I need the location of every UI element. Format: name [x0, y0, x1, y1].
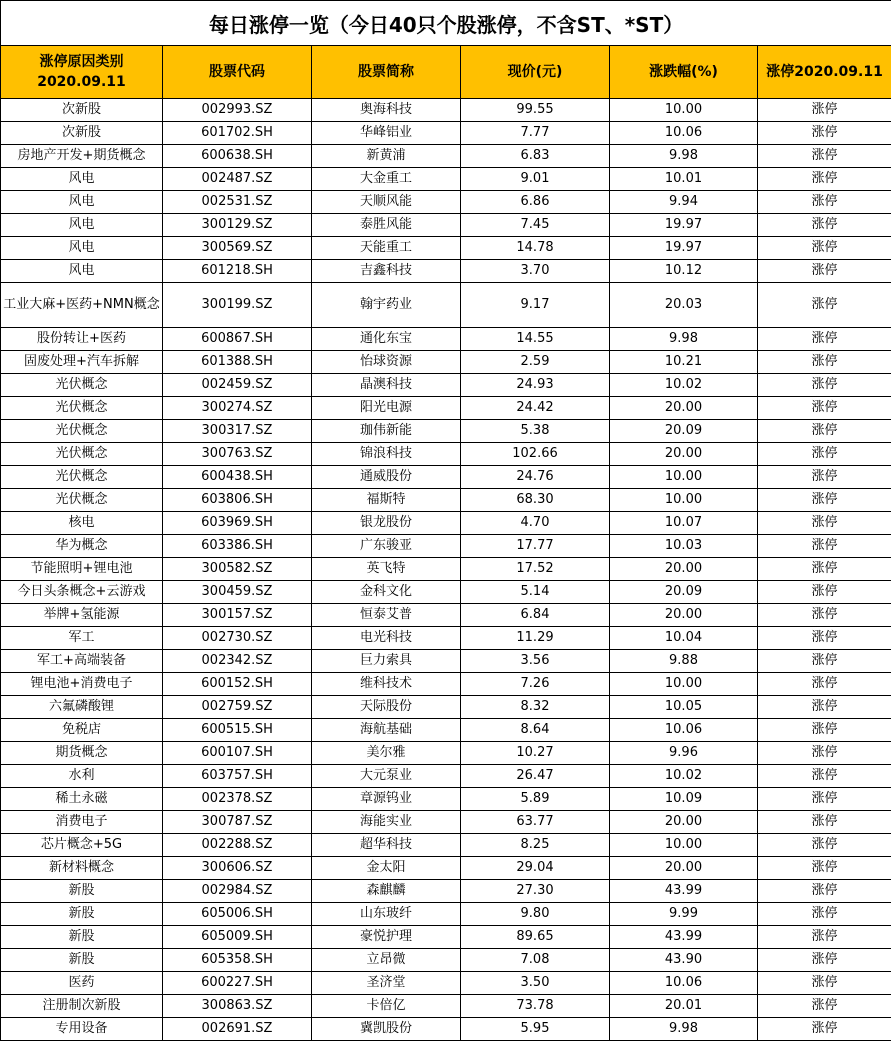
- table-row: [1, 926, 891, 949]
- cell-reason: 节能照明+锂电池: [1, 558, 163, 581]
- table-row: [1, 765, 891, 788]
- cell-reason: 光伏概念: [1, 443, 163, 466]
- table-row: [1, 397, 891, 420]
- cell-name: 美尔雅: [312, 742, 461, 765]
- cell-change: 43.99: [610, 880, 758, 903]
- cell-code: 600152.SH: [163, 673, 312, 696]
- cell-name: 立昂微: [312, 949, 461, 972]
- cell-code: 600438.SH: [163, 466, 312, 489]
- table-row: [1, 1018, 891, 1041]
- cell-code: 300569.SZ: [163, 237, 312, 260]
- cell-code: 601388.SH: [163, 351, 312, 374]
- cell-status: 涨停: [758, 512, 891, 535]
- cell-code: 300863.SZ: [163, 995, 312, 1018]
- cell-price: 102.66: [461, 443, 610, 466]
- cell-change: 9.98: [610, 328, 758, 351]
- table-row: [1, 834, 891, 857]
- cell-name: 华峰铝业: [312, 122, 461, 145]
- cell-price: 8.32: [461, 696, 610, 719]
- cell-change: 10.01: [610, 168, 758, 191]
- cell-code: 300582.SZ: [163, 558, 312, 581]
- table-row: [1, 512, 891, 535]
- table-row: [1, 903, 891, 926]
- cell-code: 603806.SH: [163, 489, 312, 512]
- cell-name: 豪悦护理: [312, 926, 461, 949]
- cell-change: 10.06: [610, 122, 758, 145]
- cell-status: 涨停: [758, 742, 891, 765]
- cell-reason: 房地产开发+期货概念: [1, 145, 163, 168]
- cell-change: 10.00: [610, 673, 758, 696]
- table-row: [1, 719, 891, 742]
- cell-status: 涨停: [758, 283, 891, 328]
- cell-status: 涨停: [758, 260, 891, 283]
- cell-change: 9.88: [610, 650, 758, 673]
- table-row: [1, 673, 891, 696]
- cell-code: 300317.SZ: [163, 420, 312, 443]
- cell-code: 300763.SZ: [163, 443, 312, 466]
- cell-code: 002759.SZ: [163, 696, 312, 719]
- cell-change: 20.00: [610, 604, 758, 627]
- table-row: [1, 535, 891, 558]
- cell-code: 605009.SH: [163, 926, 312, 949]
- cell-reason: 稀土永磁: [1, 788, 163, 811]
- table-row: [1, 99, 891, 122]
- table-row: [1, 328, 891, 351]
- cell-price: 7.08: [461, 949, 610, 972]
- cell-status: 涨停: [758, 99, 891, 122]
- cell-status: 涨停: [758, 420, 891, 443]
- cell-status: 涨停: [758, 972, 891, 995]
- cell-code: 601702.SH: [163, 122, 312, 145]
- cell-reason: 风电: [1, 214, 163, 237]
- header-reason-date: 2020.09.11: [37, 74, 126, 90]
- table-row: [1, 283, 891, 328]
- table-row: [1, 811, 891, 834]
- cell-reason: 注册制次新股: [1, 995, 163, 1018]
- cell-name: 圣济堂: [312, 972, 461, 995]
- cell-reason: 消费电子: [1, 811, 163, 834]
- cell-reason: 光伏概念: [1, 466, 163, 489]
- cell-price: 9.17: [461, 283, 610, 328]
- cell-code: 600867.SH: [163, 328, 312, 351]
- cell-price: 3.56: [461, 650, 610, 673]
- cell-price: 89.65: [461, 926, 610, 949]
- table-row: [1, 420, 891, 443]
- title-row: [1, 1, 891, 46]
- cell-code: 002691.SZ: [163, 1018, 312, 1041]
- cell-reason: 光伏概念: [1, 397, 163, 420]
- cell-change: 20.00: [610, 811, 758, 834]
- cell-code: 002342.SZ: [163, 650, 312, 673]
- cell-reason: 华为概念: [1, 535, 163, 558]
- cell-change: 20.09: [610, 581, 758, 604]
- cell-reason: 锂电池+消费电子: [1, 673, 163, 696]
- cell-status: 涨停: [758, 558, 891, 581]
- cell-code: 300199.SZ: [163, 283, 312, 328]
- header-price: 现价(元): [461, 46, 610, 99]
- header-code: 股票代码: [163, 46, 312, 99]
- cell-change: 9.96: [610, 742, 758, 765]
- cell-code: 603757.SH: [163, 765, 312, 788]
- cell-change: 10.06: [610, 972, 758, 995]
- cell-price: 5.38: [461, 420, 610, 443]
- table-row: [1, 581, 891, 604]
- cell-change: 10.06: [610, 719, 758, 742]
- cell-status: 涨停: [758, 535, 891, 558]
- cell-status: 涨停: [758, 466, 891, 489]
- cell-change: 43.99: [610, 926, 758, 949]
- cell-code: 002730.SZ: [163, 627, 312, 650]
- cell-price: 3.70: [461, 260, 610, 283]
- cell-reason: 军工+高端装备: [1, 650, 163, 673]
- cell-reason: 今日头条概念+云游戏: [1, 581, 163, 604]
- cell-status: 涨停: [758, 673, 891, 696]
- cell-price: 5.95: [461, 1018, 610, 1041]
- cell-status: 涨停: [758, 489, 891, 512]
- table-title: 每日涨停一览（今日40只个股涨停，不含ST、*ST）: [1, 1, 891, 46]
- cell-code: 600107.SH: [163, 742, 312, 765]
- cell-reason: 六氟磷酸锂: [1, 696, 163, 719]
- cell-change: 20.00: [610, 443, 758, 466]
- cell-reason: 新股: [1, 880, 163, 903]
- table-row: [1, 374, 891, 397]
- cell-name: 山东玻纤: [312, 903, 461, 926]
- cell-status: 涨停: [758, 926, 891, 949]
- cell-price: 9.80: [461, 903, 610, 926]
- cell-price: 14.78: [461, 237, 610, 260]
- cell-price: 5.14: [461, 581, 610, 604]
- table-row: [1, 191, 891, 214]
- cell-name: 怡球资源: [312, 351, 461, 374]
- table-row: [1, 351, 891, 374]
- cell-change: 10.04: [610, 627, 758, 650]
- cell-name: 电光科技: [312, 627, 461, 650]
- cell-status: 涨停: [758, 903, 891, 926]
- cell-reason: 风电: [1, 191, 163, 214]
- cell-status: 涨停: [758, 145, 891, 168]
- cell-name: 福斯特: [312, 489, 461, 512]
- cell-status: 涨停: [758, 857, 891, 880]
- header-reason: [1, 46, 163, 99]
- cell-code: 300606.SZ: [163, 857, 312, 880]
- cell-reason: 免税店: [1, 719, 163, 742]
- cell-code: 600638.SH: [163, 145, 312, 168]
- header-change: 涨跌幅(%): [610, 46, 758, 99]
- cell-code: 300157.SZ: [163, 604, 312, 627]
- cell-code: 603969.SH: [163, 512, 312, 535]
- header-reason-label: 涨停原因类别: [39, 54, 124, 70]
- cell-reason: 光伏概念: [1, 374, 163, 397]
- cell-reason: 次新股: [1, 122, 163, 145]
- cell-name: 通化东宝: [312, 328, 461, 351]
- cell-reason: 新股: [1, 926, 163, 949]
- cell-status: 涨停: [758, 696, 891, 719]
- cell-price: 8.64: [461, 719, 610, 742]
- table-row: [1, 788, 891, 811]
- cell-code: 605358.SH: [163, 949, 312, 972]
- cell-code: 600515.SH: [163, 719, 312, 742]
- cell-change: 20.09: [610, 420, 758, 443]
- cell-price: 4.70: [461, 512, 610, 535]
- cell-change: 19.97: [610, 237, 758, 260]
- table-row: [1, 857, 891, 880]
- cell-price: 73.78: [461, 995, 610, 1018]
- cell-status: 涨停: [758, 788, 891, 811]
- table-row: [1, 489, 891, 512]
- cell-name: 恒泰艾普: [312, 604, 461, 627]
- cell-code: 300787.SZ: [163, 811, 312, 834]
- cell-status: 涨停: [758, 374, 891, 397]
- cell-name: 超华科技: [312, 834, 461, 857]
- cell-name: 巨力索具: [312, 650, 461, 673]
- cell-status: 涨停: [758, 581, 891, 604]
- cell-code: 002378.SZ: [163, 788, 312, 811]
- cell-name: 天际股份: [312, 696, 461, 719]
- cell-name: 翰宇药业: [312, 283, 461, 328]
- cell-reason: 次新股: [1, 99, 163, 122]
- cell-change: 10.12: [610, 260, 758, 283]
- cell-status: 涨停: [758, 949, 891, 972]
- cell-reason: 光伏概念: [1, 489, 163, 512]
- cell-reason: 新股: [1, 949, 163, 972]
- cell-change: 10.00: [610, 834, 758, 857]
- cell-code: 002459.SZ: [163, 374, 312, 397]
- cell-code: 600227.SH: [163, 972, 312, 995]
- cell-price: 10.27: [461, 742, 610, 765]
- cell-code: 605006.SH: [163, 903, 312, 926]
- cell-name: 大元泵业: [312, 765, 461, 788]
- cell-status: 涨停: [758, 1018, 891, 1041]
- cell-name: 金科文化: [312, 581, 461, 604]
- cell-change: 20.01: [610, 995, 758, 1018]
- table-row: [1, 742, 891, 765]
- cell-reason: 专用设备: [1, 1018, 163, 1041]
- cell-name: 泰胜风能: [312, 214, 461, 237]
- cell-code: 300274.SZ: [163, 397, 312, 420]
- cell-name: 英飞特: [312, 558, 461, 581]
- cell-status: 涨停: [758, 122, 891, 145]
- cell-price: 26.47: [461, 765, 610, 788]
- cell-change: 10.09: [610, 788, 758, 811]
- table-row: [1, 650, 891, 673]
- cell-reason: 核电: [1, 512, 163, 535]
- table-body: [1, 99, 891, 1041]
- cell-price: 7.45: [461, 214, 610, 237]
- cell-status: 涨停: [758, 834, 891, 857]
- table-row: [1, 122, 891, 145]
- cell-price: 14.55: [461, 328, 610, 351]
- table-row: [1, 168, 891, 191]
- cell-status: 涨停: [758, 765, 891, 788]
- cell-status: 涨停: [758, 604, 891, 627]
- cell-change: 10.02: [610, 765, 758, 788]
- cell-price: 6.86: [461, 191, 610, 214]
- cell-price: 5.89: [461, 788, 610, 811]
- cell-reason: 期货概念: [1, 742, 163, 765]
- cell-reason: 新股: [1, 903, 163, 926]
- cell-name: 金太阳: [312, 857, 461, 880]
- cell-change: 10.05: [610, 696, 758, 719]
- header-name: 股票简称: [312, 46, 461, 99]
- table-row: [1, 949, 891, 972]
- cell-change: 43.90: [610, 949, 758, 972]
- table-row: [1, 237, 891, 260]
- cell-status: 涨停: [758, 811, 891, 834]
- cell-change: 9.98: [610, 1018, 758, 1041]
- cell-price: 7.77: [461, 122, 610, 145]
- cell-code: 601218.SH: [163, 260, 312, 283]
- cell-name: 广东骏亚: [312, 535, 461, 558]
- cell-name: 新黄浦: [312, 145, 461, 168]
- cell-change: 9.98: [610, 145, 758, 168]
- cell-status: 涨停: [758, 719, 891, 742]
- cell-code: 002984.SZ: [163, 880, 312, 903]
- cell-change: 20.00: [610, 558, 758, 581]
- cell-name: 维科技术: [312, 673, 461, 696]
- cell-name: 银龙股份: [312, 512, 461, 535]
- cell-reason: 工业大麻+医药+NMN概念: [1, 283, 163, 328]
- cell-change: 10.02: [610, 374, 758, 397]
- table-row: [1, 145, 891, 168]
- cell-reason: 新材料概念: [1, 857, 163, 880]
- cell-price: 6.84: [461, 604, 610, 627]
- cell-reason: 固废处理+汽车拆解: [1, 351, 163, 374]
- cell-reason: 风电: [1, 237, 163, 260]
- cell-price: 17.77: [461, 535, 610, 558]
- cell-status: 涨停: [758, 650, 891, 673]
- cell-status: 涨停: [758, 443, 891, 466]
- table-row: [1, 696, 891, 719]
- cell-change: 19.97: [610, 214, 758, 237]
- cell-price: 24.42: [461, 397, 610, 420]
- cell-name: 海航基础: [312, 719, 461, 742]
- cell-status: 涨停: [758, 168, 891, 191]
- cell-code: 300459.SZ: [163, 581, 312, 604]
- cell-name: 珈伟新能: [312, 420, 461, 443]
- cell-name: 卡倍亿: [312, 995, 461, 1018]
- cell-name: 冀凯股份: [312, 1018, 461, 1041]
- cell-change: 10.00: [610, 99, 758, 122]
- cell-reason: 股份转让+医药: [1, 328, 163, 351]
- cell-status: 涨停: [758, 237, 891, 260]
- cell-code: 603386.SH: [163, 535, 312, 558]
- cell-reason: 芯片概念+5G: [1, 834, 163, 857]
- cell-price: 24.93: [461, 374, 610, 397]
- cell-price: 6.83: [461, 145, 610, 168]
- cell-name: 吉鑫科技: [312, 260, 461, 283]
- table-row: [1, 880, 891, 903]
- table-row: [1, 214, 891, 237]
- table-row: [1, 627, 891, 650]
- cell-status: 涨停: [758, 627, 891, 650]
- cell-status: 涨停: [758, 191, 891, 214]
- cell-change: 10.03: [610, 535, 758, 558]
- cell-name: 阳光电源: [312, 397, 461, 420]
- cell-price: 8.25: [461, 834, 610, 857]
- cell-name: 天顺风能: [312, 191, 461, 214]
- cell-change: 10.00: [610, 466, 758, 489]
- cell-price: 99.55: [461, 99, 610, 122]
- cell-price: 3.50: [461, 972, 610, 995]
- cell-code: 002288.SZ: [163, 834, 312, 857]
- cell-name: 锦浪科技: [312, 443, 461, 466]
- cell-reason: 举牌+氢能源: [1, 604, 163, 627]
- cell-price: 29.04: [461, 857, 610, 880]
- cell-name: 天能重工: [312, 237, 461, 260]
- table-row: [1, 466, 891, 489]
- cell-reason: 水利: [1, 765, 163, 788]
- cell-price: 24.76: [461, 466, 610, 489]
- cell-price: 2.59: [461, 351, 610, 374]
- table-row: [1, 558, 891, 581]
- cell-status: 涨停: [758, 214, 891, 237]
- cell-name: 奥海科技: [312, 99, 461, 122]
- cell-price: 7.26: [461, 673, 610, 696]
- cell-status: 涨停: [758, 995, 891, 1018]
- cell-name: 海能实业: [312, 811, 461, 834]
- cell-change: 9.94: [610, 191, 758, 214]
- table-row: [1, 604, 891, 627]
- cell-change: 20.00: [610, 397, 758, 420]
- cell-price: 11.29: [461, 627, 610, 650]
- cell-code: 002487.SZ: [163, 168, 312, 191]
- cell-change: 9.99: [610, 903, 758, 926]
- cell-name: 通威股份: [312, 466, 461, 489]
- cell-name: 章源钨业: [312, 788, 461, 811]
- cell-reason: 医药: [1, 972, 163, 995]
- table-row: [1, 972, 891, 995]
- table-row: [1, 995, 891, 1018]
- cell-change: 20.03: [610, 283, 758, 328]
- cell-status: 涨停: [758, 880, 891, 903]
- cell-change: 10.00: [610, 489, 758, 512]
- cell-status: 涨停: [758, 351, 891, 374]
- header-row: [1, 46, 891, 99]
- cell-reason: 光伏概念: [1, 420, 163, 443]
- cell-name: 大金重工: [312, 168, 461, 191]
- cell-price: 27.30: [461, 880, 610, 903]
- cell-code: 002531.SZ: [163, 191, 312, 214]
- cell-status: 涨停: [758, 397, 891, 420]
- cell-status: 涨停: [758, 328, 891, 351]
- cell-price: 9.01: [461, 168, 610, 191]
- cell-reason: 风电: [1, 260, 163, 283]
- cell-price: 68.30: [461, 489, 610, 512]
- cell-change: 10.07: [610, 512, 758, 535]
- cell-change: 20.00: [610, 857, 758, 880]
- cell-reason: 军工: [1, 627, 163, 650]
- cell-price: 17.52: [461, 558, 610, 581]
- table-row: [1, 443, 891, 466]
- cell-code: 002993.SZ: [163, 99, 312, 122]
- cell-name: 晶澳科技: [312, 374, 461, 397]
- cell-change: 10.21: [610, 351, 758, 374]
- cell-price: 63.77: [461, 811, 610, 834]
- table-row: [1, 260, 891, 283]
- cell-reason: 风电: [1, 168, 163, 191]
- cell-code: 300129.SZ: [163, 214, 312, 237]
- cell-name: 森麒麟: [312, 880, 461, 903]
- header-status: 涨停2020.09.11: [758, 46, 891, 99]
